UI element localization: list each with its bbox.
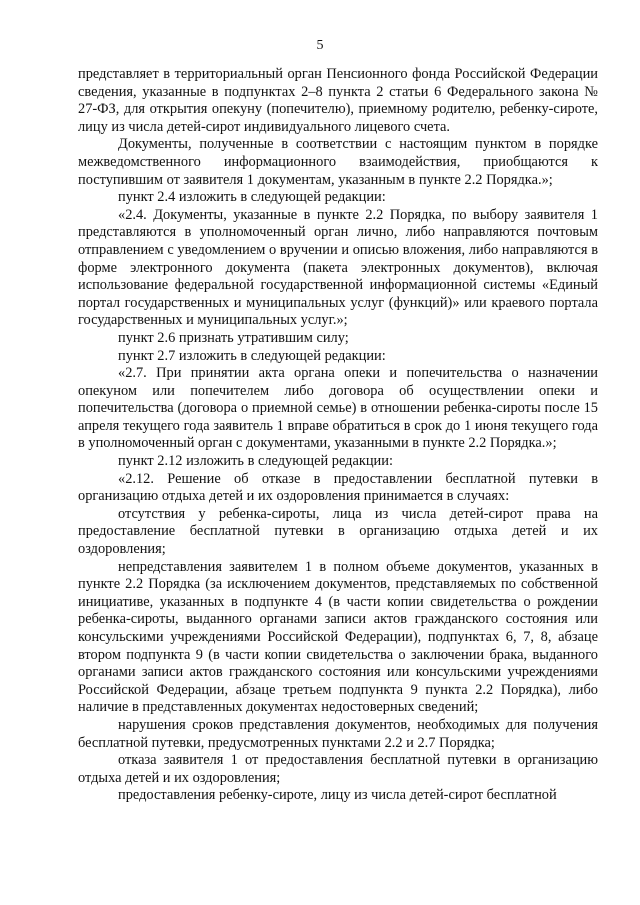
paragraph: «2.12. Решение об отказе в предоставлении бесплатной путевки в организацию отдыха детей и их оздоровления принимается в случаях: (78, 470, 598, 505)
paragraph: непредставления заявителем 1 в полном объеме документов, указанных в пункте 2.2 Порядка (за исключением документов, представляемых по собственной инициативе, указанных в подпункте 4 (в части копии свидетельства о рождении ребенка-сироты, выданного органами записи актов гражданского состояния или консульскими учреждениями Российской Федерации), подпунктах 6, 7, 8, абзаце втором подпункта 9 (в части копии свидетельства о заключении брака, выданного органами записи актов гражданского состояния или консульскими учреждениями Российской Федерации, абзаце третьем подпункта 9 пункта 2.2 Порядка), либо наличие в представленных документах недостоверных сведений; (78, 558, 598, 716)
paragraph: «2.7. При принятии акта органа опеки и попечительства о назначении опекуном или попечителем либо договора об осуществлении опеки и попечительства (договора о приемной семье) в отношении ребенка-сироты после 15 апреля текущего года заявитель 1 вправе обратиться в срок до 1 июня текущего года в уполномоченный орган с документами, указанными в пункте 2.2 Порядка.»; (78, 365, 598, 452)
paragraph: «2.4. Документы, указанные в пункте 2.2 Порядка, по выбору заявителя 1 представляются в уполномоченный орган лично, либо направляются почтовым отправлением с уведомлением о вручении и описью вложения, либо направляются в форме электронного документа (пакета электронных документов), включая использование федеральной государственной информационной системы «Единый портал государственных и муниципальных услуг (функций)» или краевого портала государственных и муниципальных услуг.»; (78, 206, 598, 329)
document-body (78, 66, 598, 805)
paragraph: пункт 2.6 признать утратившим силу; (118, 329, 349, 346)
paragraph: нарушения сроков представления документов, необходимых для получения бесплатной путевки, предусмотренных пунктами 2.2 и 2.7 Порядка; (78, 716, 598, 751)
paragraph: представляет в территориальный орган Пенсионного фонда Российской Федерации сведения, указанные в подпунктах 2–8 пункта 2 статьи 6 Федерального закона № 27-ФЗ, для открытия опекуну (попечителю), приемному родителю, ребенку-сироте, лицу из числа детей-сирот индивидуального лицевого счета. (78, 66, 598, 135)
paragraph: пункт 2.12 изложить в следующей редакции: (118, 453, 393, 470)
paragraph: отсутствия у ребенка-сироты, лица из числа детей-сирот права на предоставление бесплатной путевки в организацию отдыха детей и их оздоровления; (78, 505, 598, 558)
paragraph: отказа заявителя 1 от предоставления бесплатной путевки в организацию отдыха детей и их оздоровления; (78, 752, 598, 786)
paragraph: предоставления ребенку-сироте, лицу из числа детей-сирот бесплатной (118, 787, 557, 804)
paragraph: пункт 2.4 изложить в следующей редакции: (118, 189, 386, 206)
paragraph: Документы, полученные в соответствии с настоящим пунктом в порядке межведомственного информационного взаимодействия, приобщаются к поступившим от заявителя 1 документам, указанным в пункте 2.2 Порядка.»; (78, 136, 598, 188)
page-number: 5 (316, 38, 324, 53)
paragraph: пункт 2.7 изложить в следующей редакции: (118, 347, 386, 364)
